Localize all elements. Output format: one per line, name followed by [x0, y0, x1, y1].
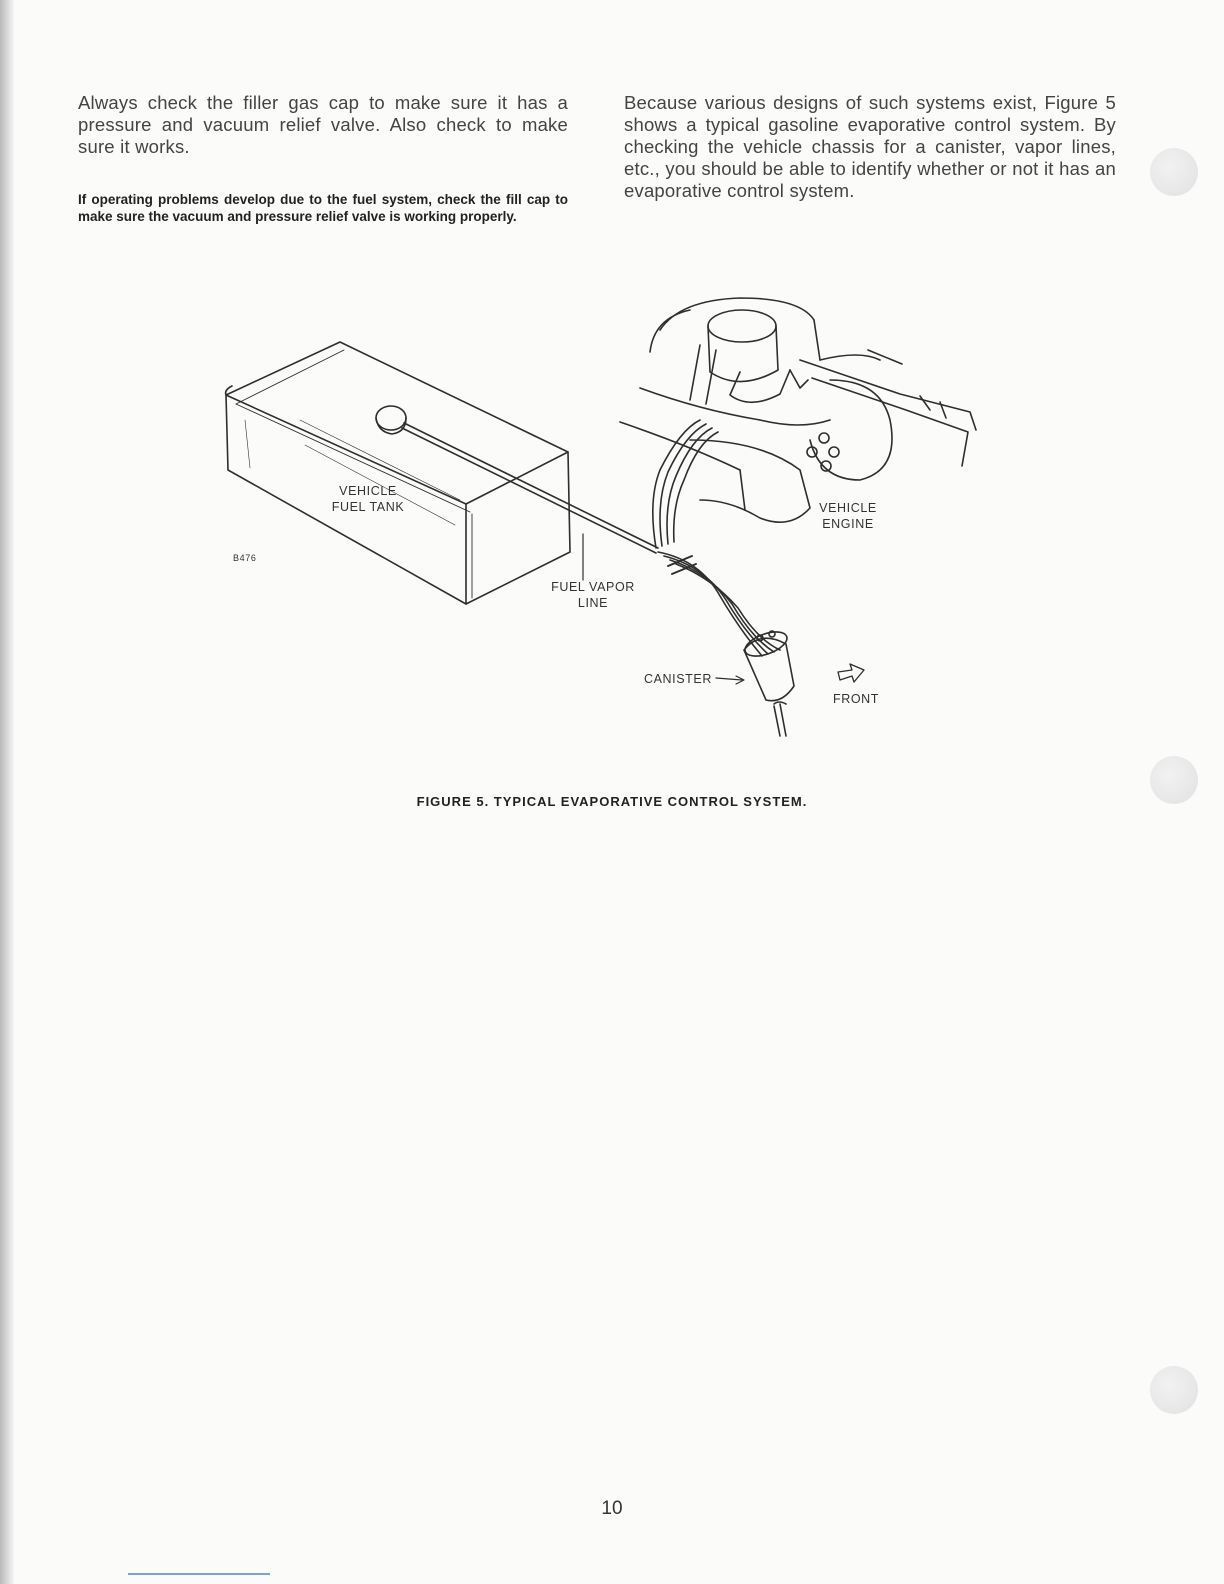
label-vehicle-fuel-tank-1: VEHICLE: [339, 484, 397, 498]
label-vehicle-engine-2: ENGINE: [822, 517, 874, 531]
front-arrow-icon: [838, 664, 864, 682]
label-vehicle-engine-1: VEHICLE: [819, 501, 877, 515]
left-paragraph: Always check the filler gas cap to make sure it has a pressure and vacuum relief valve. Also check to make sure it works.: [78, 92, 568, 157]
right-paragraph: Because various designs of such systems exist, Figure 5 shows a typical gasoline evaporative control system. By checking the vehicle chassis for a canister, vapor lines, etc., you should be able to identify whether or not it has an evaporative control system.: [624, 92, 1116, 201]
vapor-hoses-drawing: [653, 420, 780, 656]
punch-hole-bottom: [1150, 1366, 1198, 1414]
punch-hole-top: [1150, 148, 1198, 196]
label-fuel-vapor-line-1: FUEL VAPOR: [551, 580, 635, 594]
label-canister: CANISTER: [643, 672, 713, 686]
label-vehicle-fuel-tank-2: FUEL TANK: [331, 500, 405, 514]
bottom-blue-rule: [128, 1573, 270, 1575]
figure-caption: FIGURE 5. TYPICAL EVAPORATIVE CONTROL SYSTEM.: [416, 794, 808, 809]
page-number: 10: [601, 1498, 623, 1519]
fuel-tank-drawing: [226, 342, 658, 604]
figure-code: B476: [233, 553, 257, 563]
engine-drawing: [620, 298, 976, 522]
canister-drawing: [716, 627, 794, 736]
fuel-system-note: If operating problems develop due to the fuel system, check the fill cap to make sure the vacuum and pressure relief valve is working properly.: [78, 192, 568, 224]
left-column: [78, 92, 568, 225]
right-column: [624, 92, 1116, 202]
label-front: FRONT: [832, 692, 880, 706]
label-fuel-vapor-line-2: LINE: [577, 596, 609, 610]
page-binding-edge: [0, 0, 14, 1584]
